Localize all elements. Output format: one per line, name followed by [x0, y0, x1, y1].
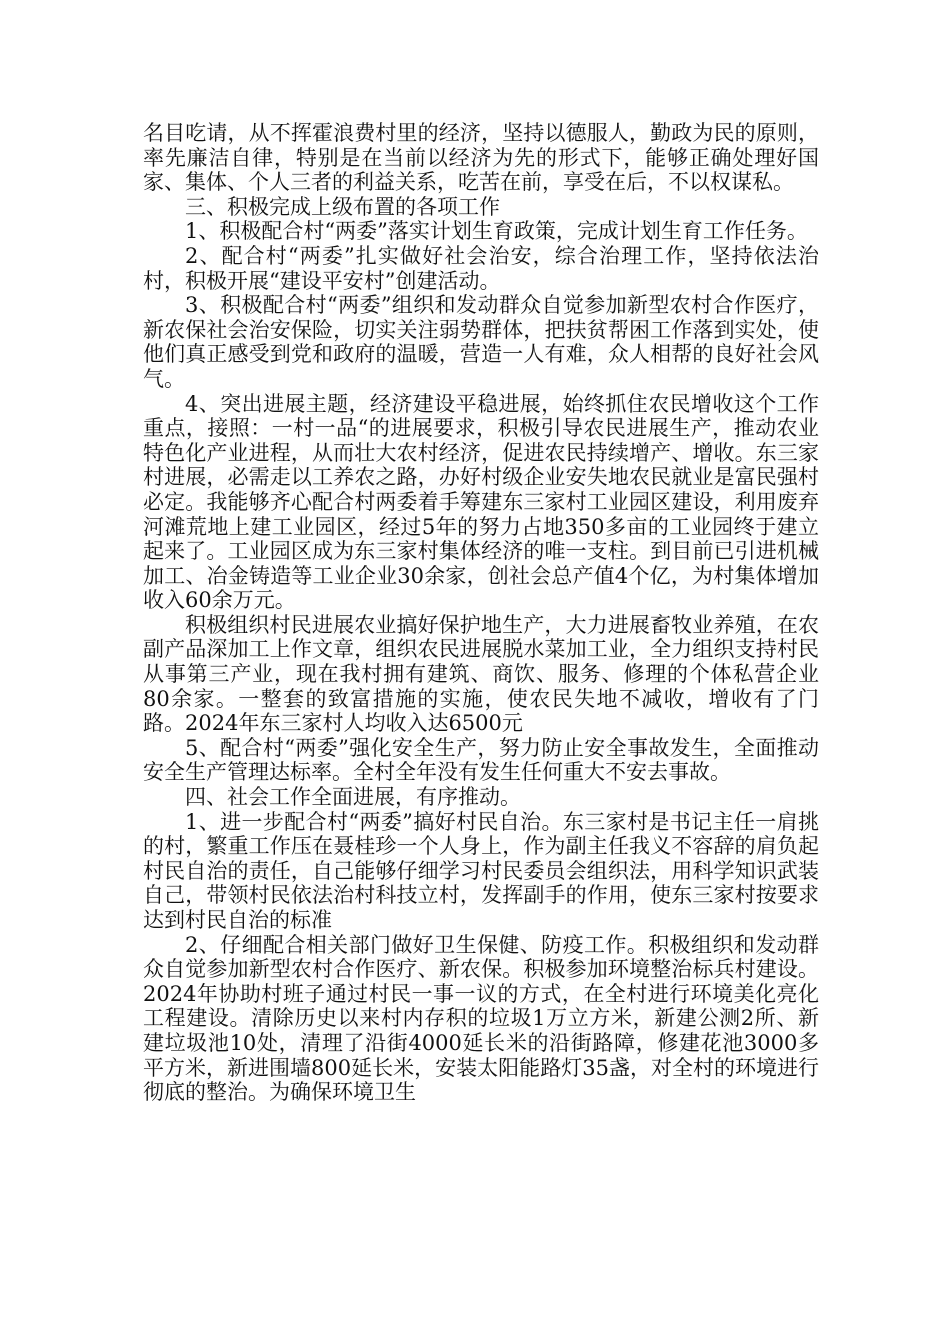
- paragraph-item-3-5: 5、配合村“两委”强化安全生产，努力防止安全事故发生，全面推动安全生产管理达标率。全村全年没有发生任何重大不安去事故。: [143, 735, 819, 785]
- document-body: [143, 121, 819, 1105]
- paragraph-agriculture: 积极组织村民进展农业搞好保护地生产，大力进展畜牧业养殖，在农副产品深加工上作文章，组织农民进展脱水菜加工业，全力组织支持村民从事第三产业，现在我村拥有建筑、商饮、服务、修理的个体私营企业80余家。一整套的致富措施的实施，使农民失地不减收，增收有了门路。2024年东三家村人均收入达6500元: [143, 612, 819, 736]
- paragraph-1: 名目吃请，从不挥霍浪费村里的经济，坚持以德服人，勤政为民的原则，率先廉洁自律，特别是在当前以经济为先的形式下，能够正确处理好国家、集体、个人三者的利益关系，吃苦在前，享受在后，不以权谋私。: [143, 121, 819, 195]
- paragraph-item-3-3: 3、积极配合村“两委”组织和发动群众自觉参加新型农村合作医疗，新农保社会治安保险，切实关注弱势群体，把扶贫帮困工作落到实处，使他们真正感受到党和政府的温暖，营造一人有难，众人相帮的良好社会风气。: [143, 293, 819, 391]
- paragraph-item-4-2: 2、仔细配合相关部门做好卫生保健、防疫工作。积极组织和发动群众自觉参加新型农村合作医疗、新农保。积极参加环境整治标兵村建设。2024年协助村班子通过村民一事一议的方式，在全村进行环境美化亮化工程建设。清除历史以来村内存积的垃圾1万立方米，新建公测2所、新建垃圾池10处，清理了沿街4000延长米的沿街路障，修建花池3000多平方米，新进围墙800延长米，安装太阳能路灯35盏，对全村的环境进行彻底的整治。为确保环境卫生: [143, 932, 819, 1105]
- paragraph-item-3-2: 2、配合村“两委”扎实做好社会治安，综合治理工作，坚持依法治村，积极开展“建设平安村”创建活动。: [143, 243, 819, 293]
- paragraph-item-3-4: 4、突出进展主题，经济建设平稳进展，始终抓住农民增收这个工作重点，接照：一村一品“的进展要求，积极引导农民进展生产，推动农业特色化产业进程，从而壮大农村经济，促进农民持续增产、增收。东三家村进展，必需走以工养农之路，办好村级企业安失地农民就业是富民强村必定。我能够齐心配合村两委着手筹建东三家村工业园区建设，利用废弃河滩荒地上建工业园区，经过5年的努力占地350多亩的工业园终于建立起来了。工业园区成为东三家村集体经济的唯一支柱。到目前已引进机械加工、冶金铸造等工业企业30余家，创社会总产值4个亿，为村集体增加收入60余万元。: [143, 391, 819, 613]
- section-heading-3: 三、积极完成上级布置的各项工作: [185, 194, 500, 219]
- paragraph-item-3-1: 1、积极配合村“两委”落实计划生育政策，完成计划生育工作任务。: [185, 219, 808, 244]
- paragraph-item-4-1: 1、进一步配合村“两委”搞好村民自治。东三家村是书记主任一肩挑的村，繁重工作压在聂桂珍一个人身上，作为副主任我义不容辞的肩负起村民自治的责任，自己能够仔细学习村民委员会组织法，用科学知识武装自己，带领村民依法治村科技立村，发挥副手的作用，使东三家村按要求达到村民自治的标准: [143, 809, 819, 932]
- section-heading-4: 四、社会工作全面进展，有序推动。: [185, 785, 521, 810]
